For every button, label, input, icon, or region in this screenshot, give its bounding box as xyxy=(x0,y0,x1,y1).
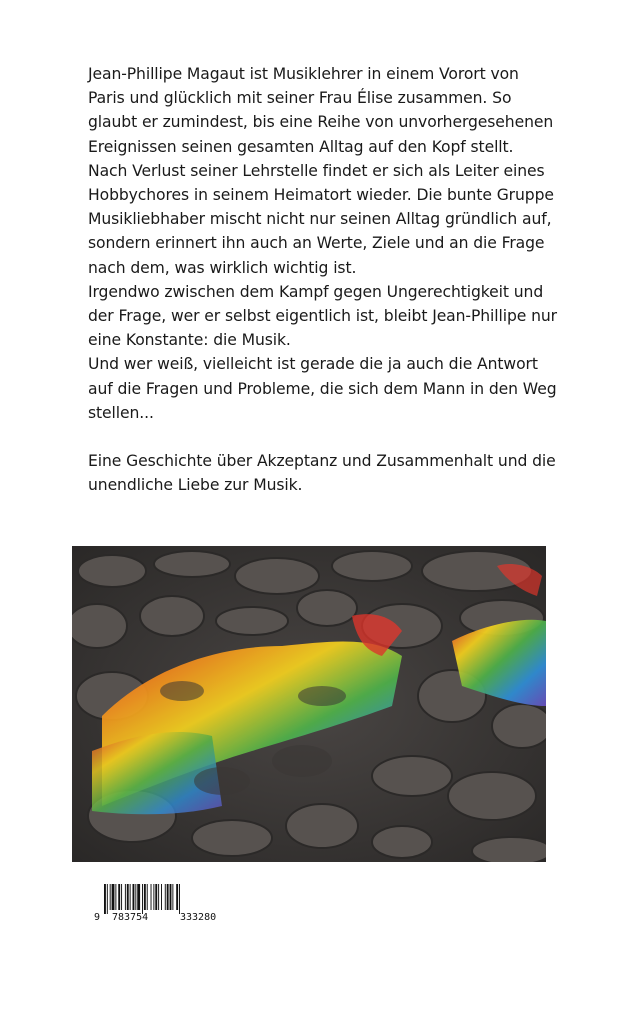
barcode-bar xyxy=(151,884,152,910)
paragraph-gap xyxy=(88,425,558,449)
barcode-bar xyxy=(112,884,115,910)
barcode-bar xyxy=(115,884,116,910)
blurb-paragraph-2: Nach Verlust seiner Lehrstelle findet er sich als Leiter eines Hobbychores in seinem Heimatort wieder. Die bunte Gruppe Musikliebhaber mischt nicht nur seinen Alltag gründlich auf, sondern erinnert ihn auch an Werte, Ziele und an die Frage nach dem, was wirklich wichtig ist. xyxy=(88,161,554,277)
barcode-bar xyxy=(142,884,143,914)
rainbow-cobblestone-photo xyxy=(72,546,546,862)
blurb-paragraph-4: Und wer weiß, vielleicht ist gerade die ja auch die Antwort auf die Fragen und Probleme, die sich dem Mann in den Weg stellen... xyxy=(88,355,557,422)
barcode-bar xyxy=(104,884,106,914)
barcode-bar xyxy=(130,884,131,910)
barcode-bar xyxy=(165,884,166,910)
barcode-bar xyxy=(170,884,172,910)
back-cover-blurb xyxy=(88,62,558,497)
barcode-bar xyxy=(133,884,135,910)
isbn-right-group: 333280 xyxy=(180,912,217,923)
barcode-bar xyxy=(144,884,146,910)
barcode-bar xyxy=(147,884,148,910)
blurb-tagline: Eine Geschichte über Akzeptanz und Zusammenhalt und die unendliche Liebe zur Musik. xyxy=(88,452,556,495)
barcode-bar xyxy=(155,884,157,910)
barcode-bar xyxy=(179,884,180,914)
barcode-bar xyxy=(161,884,162,910)
barcode-bar xyxy=(118,884,120,910)
barcode-bars xyxy=(94,884,244,914)
barcode-bar xyxy=(127,884,129,910)
barcode-bar xyxy=(172,884,173,910)
barcode-bar xyxy=(107,884,108,914)
photo-illustration xyxy=(72,546,546,862)
barcode-bar xyxy=(121,884,122,910)
barcode-bar xyxy=(167,884,169,910)
barcode-bar xyxy=(176,884,178,910)
isbn-first-digit: 9 xyxy=(94,912,101,923)
barcode-bar xyxy=(153,884,154,910)
barcode-bar xyxy=(125,884,126,910)
blurb-paragraph-3: Irgendwo zwischen dem Kampf gegen Ungerechtigkeit und der Frage, wer er selbst eigentlich ist, bleibt Jean-Phillipe nur eine Konstante: die Musik. xyxy=(88,282,557,350)
blurb-paragraph-1: Jean-Phillipe Magaut ist Musiklehrer in einem Vorort von Paris und glücklich mit seiner Frau Élise zusammen. So glaubt er zumindest, bis eine Reihe von unvorhergesehenen Ereignissen seinen gesamten Alltag auf den Kopf stellt. xyxy=(88,65,554,156)
barcode-bar xyxy=(158,884,159,910)
barcode-bar xyxy=(110,884,111,910)
barcode-bar xyxy=(135,884,136,910)
barcode-bar xyxy=(137,884,140,910)
isbn-left-group: 783754 xyxy=(112,912,149,923)
